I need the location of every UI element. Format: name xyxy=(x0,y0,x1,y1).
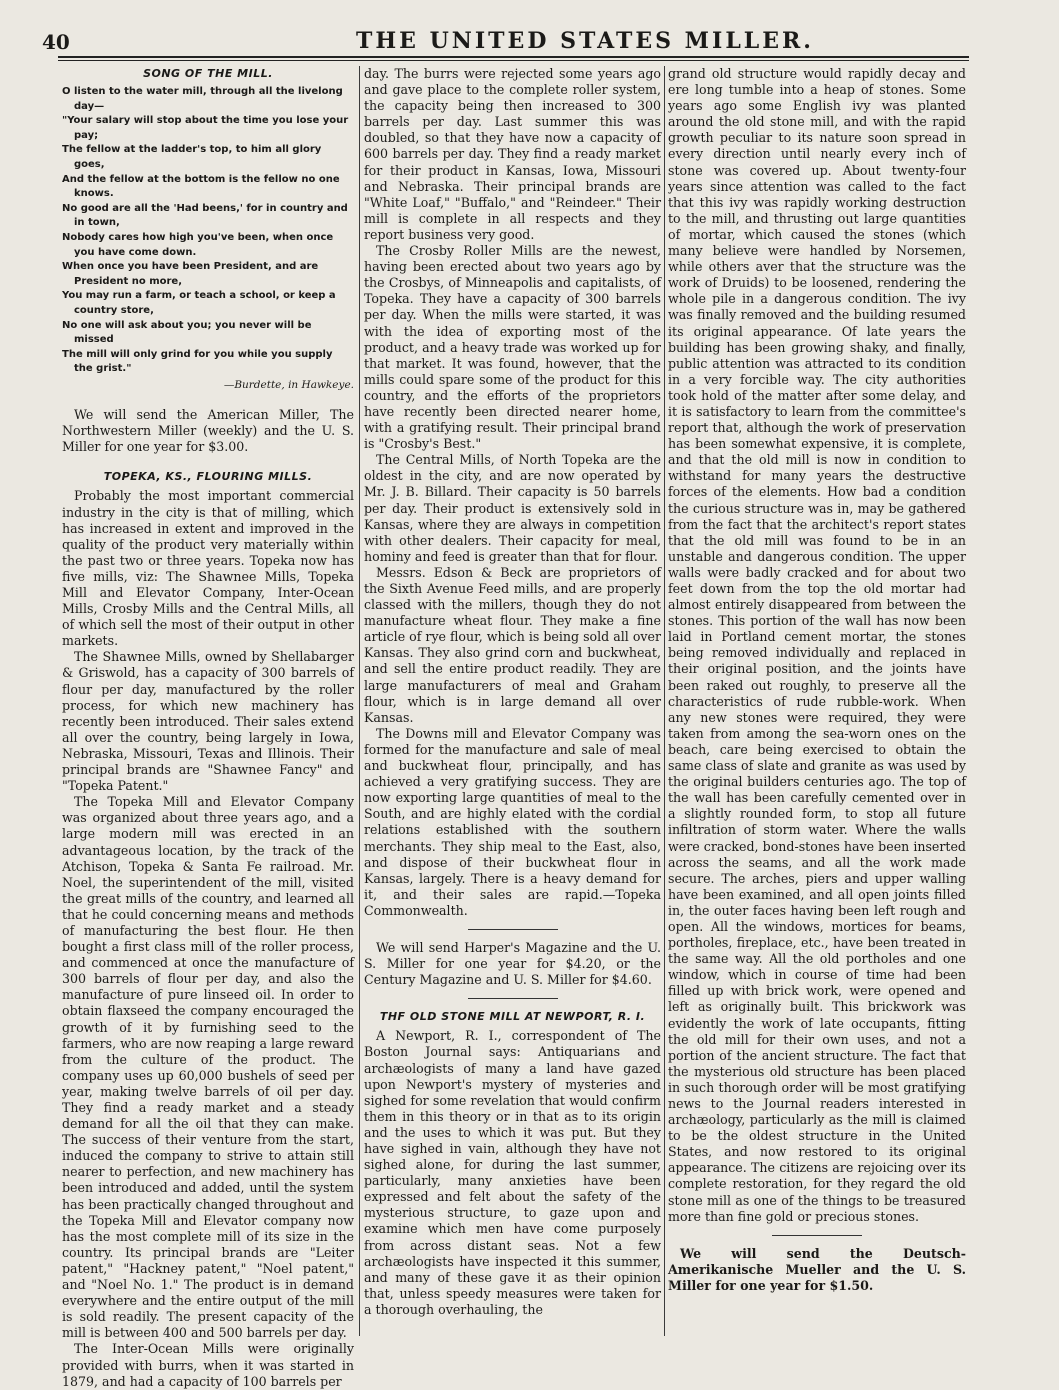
subscription-ad: We will send the Deutsch-Amerikanische Mueller and the U. S. Miller for one year for $1.50. xyxy=(668,1245,966,1293)
column-divider xyxy=(359,66,360,1336)
header-rule xyxy=(58,56,969,58)
poem-line: The fellow at the ladder's top, to him all glory goes, xyxy=(62,144,322,171)
article-title: TOPEKA, KS., FLOURING MILLS. xyxy=(103,470,313,484)
page-number: 40 xyxy=(42,30,70,54)
section-divider xyxy=(468,998,558,999)
poem-line: No one will ask about you; you never will be missed xyxy=(62,319,312,346)
poem-title: SONG OF THE MILL. xyxy=(143,67,273,80)
article-paragraph: grand old structure would rapidly decay and ere long tumble into a heap of stones. Some years ago some English ivy was planted around the old stone mill, and with the rapid growth peculiar to its nature soon spread in every direction until nearly every inch of stone was covered up. About twenty-four years since attention was called to the fact that this ivy was rapidly working destruction to the mill, and thrusting out large quantities of mortar, which caused the stones (which many believe were handled by Norsemen, while others aver that the structure was the work of Druids) to be loosened, rendering the whole pile in a dangerous condition. The ivy was finally removed and the building resumed its original appearance. Of late years the building has been growing shaky, and finally, public attention was attracted to its condition in a very forcible way. The city authorities took hold of the matter after some delay, and it is satisfactory to learn from the committee's report that, although the work of preservation has been somewhat expensive, it is complete, and that the old mill is now in condition to withstand for many years the destructive forces of the elements. How bad a condition the curious structure was in, may be gathered from the fact that the architect's report states that the old mill was found to be in an unstable and dangerous condition. The upper walls were badly cracked and for about two feet down from the top the old mortar had almost entirely disappeared from between the stones. This portion of the wall has now been laid in Portland cement mortar, the stones being removed individually and replaced in their original position, and the joints have been raked out roughly, to preserve all the characteristics of rude rubble-work. When any new stones were required, they were taken from among the sea-worn ones on the beach, care being exercised to obtain the same class of slate and granite as was used by the original builders centuries ago. The top of the wall has been carefully cemented over in a slightly rounded form, to stop all future infiltration of storm water. Where the walls were cracked, bond-stones have been inserted across the seams, and all the work made secure. The arches, piers and upper walling have been examined, and all open joints filled in, the outer faces having been left rough and open. All the windows, mortices for beams, portholes, fireplace, etc., have been treated in the same way. All the old portholes and one window, which in course of time had been filled up with brick work, were opened and left as originally built. This brickwork was evidently the work of late occupants, fitting the old mill for their own uses, and not a portion of the ancient structure. The fact that the mysterious old structure has been placed in such thorough order will be most gratifying news to the Journal readers interested in archæology, particularly as the mill is claimed to be the oldest structure in the United States, and now restored to its original appearance. The citizens are rejoicing over its complete restoration, for they regard the old stone mill as one of the things to be treasured more than fine gold or precious stones. xyxy=(668,66,966,1224)
article-paragraph: The Topeka Mill and Elevator Company was organized about three years ago, and a large modern mill was erected in an advantageous location, by the track of the Atchison, Topeka & Santa Fe railroad. Mr. Noel, the superintendent of the mill, visited the great mills of the country, and learned all that he could concerning means and methods of manufacturing the best flour. He then bought a first class mill of the roller process, and commenced at once the manufacture of 300 barrels of flour per day, and also the manufacture of pure linseed oil. In order to obtain flaxseed the company encouraged the growth of it by furnishing seed to the farmers, who are now reaping a large reward from the culture of the product. The company uses up 60,000 bushels of seed per year, making twelve barrels of oil per day. They find a ready market and a steady demand for all the oil that they can make. The success of their venture from the start, induced the company to strive to attain still nearer to perfection, and new machinery has been introduced and added, until the system has been practically changed throughout and the Topeka Mill and Elevator company now has the most complete mill of its size in the country. Its principal brands are "Leiter patent," "Hackney patent," "Noel patent," and "Noel No. 1." The product is in demand everywhere and the entire output of the mill is sold readily. The present capacity of the mill is between 400 and 500 barrels per day. xyxy=(62,794,354,1341)
column-2 xyxy=(364,66,661,1356)
article-paragraph: The Downs mill and Elevator Company was formed for the manufacture and sale of meal and buckwheat flour, principally, and has achieved a very gratifying success. They are now exporting large quantities of meal to the South, and are highly elated with the cordial relations established with the southern merchants. They ship meal to the East, also, and dispose of their buckwheat flour in Kansas, largely. There is a heavy demand for it, and their sales are rapid.—Topeka Commonwealth. xyxy=(364,725,661,918)
article-paragraph: The Inter-Ocean Mills were originally provided with burrs, when it was started in 1879, and had a capacity of 100 barrels per xyxy=(62,1341,354,1389)
poem-attribution: —Burdette, in Hawkeye. xyxy=(223,378,354,391)
column-3 xyxy=(668,66,966,1356)
article-paragraph: Probably the most important commercial industry in the city is that of milling, which has increased in extent and improved in the quality of the product very materially within the past two or three years. Topeka now has five mills, viz: The Shawnee Mills, Topeka Mill and Elevator Company, Inter-Ocean Mills, Crosby Mills and the Central Mills, all of which sell the most of their output in other markets. xyxy=(62,488,354,649)
poem-line: You may run a farm, or teach a school, or keep a country store, xyxy=(62,290,336,316)
subscription-ad: We will send Harper's Magazine and the U. S. Miller for one year for $4.20, or the Century Magazine and U. S. Miller for $4.60. xyxy=(364,939,661,988)
column-divider xyxy=(664,66,665,1336)
poem-line: Nobody cares how high you've been, when once you have come down. xyxy=(62,232,334,258)
poem-line: When once you have been President, and are President no more, xyxy=(62,261,319,287)
article-paragraph: day. The burrs were rejected some years ago and gave place to the complete roller system, the capacity being then increased to 300 barrels per day. Last summer this was doubled, so that they have now a capacity of 600 barrels per day. They find a ready market for their product in Kansas, Iowa, Missouri and Nebraska. Their principal brands are "White Loaf," "Buffalo," and "Reindeer." Their mill is complete in all respects and they report business very good. xyxy=(364,66,661,242)
masthead-title: THE UNITED STATES MILLER. xyxy=(356,28,814,54)
column-1 xyxy=(62,66,354,1389)
poem-line: The mill will only grind for you while you supply the grist." xyxy=(62,348,333,375)
section-divider xyxy=(772,1235,862,1236)
poem-line: O listen to the water mill, through all the livelong day— xyxy=(62,86,343,112)
poem-line: "Your salary will stop about the time you lose your pay; xyxy=(62,115,349,141)
poem-line: And the fellow at the bottom is the fellow no one knows. xyxy=(62,173,340,200)
section-divider xyxy=(468,929,558,930)
subscription-ad: We will send the American Miller, The Northwestern Miller (weekly) and the U. S. Miller for one year for $3.00. xyxy=(62,407,354,455)
poem-body xyxy=(62,85,354,377)
article-paragraph: The Shawnee Mills, owned by Shellabarger & Griswold, has a capacity of 300 barrels of flour per day, manufactured by the roller process, for which new machinery has recently been introduced. Their sales extend all over the country, being largely in Iowa, Nebraska, Missouri, Texas and Illinois. Their principal brands are "Shawnee Fancy" and "Topeka Patent." xyxy=(62,649,354,794)
article-title: THF OLD STONE MILL AT NEWPORT, R. I. xyxy=(379,1010,646,1024)
article-paragraph: The Central Mills, of North Topeka are the oldest in the city, and are now operated by Mr. J. B. Billard. Their capacity is 50 barrels per day. Their product is extensively sold in Kansas, where they are always in competition with other dealers. Their capacity for meal, hominy and feed is greater than that for flour. xyxy=(364,452,661,564)
article-paragraph: Messrs. Edson & Beck are proprietors of the Sixth Avenue Feed mills, and are properly classed with the millers, though they do not manufacture wheat flour. They make a fine article of rye flour, which is being sold all over Kansas. They also grind corn and buckwheat, and sell the entire product readily. They are large manufacturers of meal and Graham flour, which is in large demand all over Kansas. xyxy=(364,564,661,725)
header-rule-thin xyxy=(58,60,969,61)
poem-line: No good are all the 'Had beens,' for in country and in town, xyxy=(62,202,348,229)
article-paragraph: The Crosby Roller Mills are the newest, having been erected about two years ago by the Crosbys, of Minneapolis and capitalists, of Topeka. They have a capacity of 300 barrels per day. When the mills were started, it was with the idea of exporting most of the product, and a heavy trade was worked up for that market. It was found, however, that the mills could spare some of the product for this country, and the efforts of the proprietors have recently been directed nearer home, with a gratifying result. Their principal brand is "Crosby's Best." xyxy=(364,243,661,452)
article-paragraph: A Newport, R. I., correspondent of The Boston Journal says: Antiquarians and archæologists of many a land have gazed upon Newport's mystery of mysteries and sighed for some revelation that would confirm them in this theory or in that as to its origin and the uses to which it was put. But they have sighed in vain, although they have not sighed alone, for during the last summer, particularly, many anxieties have been expressed and felt about the safety of the mysterious structure, to gaze upon and examine which men have come purposely from across distant seas. Not a few archæologists have inspected it this summer, and many of these gave it as their opinion that, unless speedy measures were taken for a thorough overhauling, the xyxy=(364,1028,661,1317)
